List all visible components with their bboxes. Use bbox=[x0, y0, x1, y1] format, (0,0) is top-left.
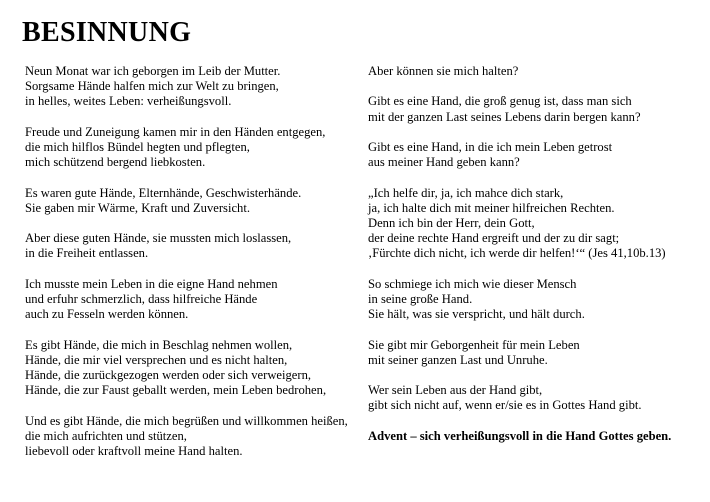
text-line: der deine rechte Hand ergreift und der zu dir sagt; bbox=[368, 231, 620, 246]
left-column bbox=[25, 64, 365, 474]
text-line: mit der ganzen Last seines Lebens darin bergen kann? bbox=[368, 109, 641, 124]
stanza bbox=[368, 94, 704, 124]
text-line: Denn ich bin der Herr, dein Gott, bbox=[368, 215, 535, 230]
text-line: ja, ich halte dich mit meiner hilfreichen Rechten. bbox=[368, 200, 615, 215]
text-line: Und es gibt Hände, die mich begrüßen und willkommen heißen, bbox=[25, 413, 348, 428]
text-line: in helles, weites Leben: verheißungsvoll. bbox=[25, 94, 232, 109]
stanza bbox=[368, 186, 704, 262]
text-line: und erfuhr schmerzlich, dass hilfreiche Hände bbox=[25, 291, 258, 306]
text-line: „Ich helfe dir, ja, ich mahce dich stark, bbox=[368, 185, 564, 200]
text-line: Neun Monat war ich geborgen im Leib der Mutter. bbox=[25, 64, 281, 78]
stanza bbox=[25, 338, 365, 399]
closing-line: Advent – sich verheißungsvoll in die Hand Gottes geben. bbox=[368, 428, 672, 443]
text-line: Sie gaben mir Wärme, Kraft und Zuversicht. bbox=[25, 200, 250, 215]
text-line: mit seiner ganzen Last und Unruhe. bbox=[368, 352, 548, 367]
stanza bbox=[25, 231, 365, 261]
text-line: Hände, die mir viel versprechen und es nicht halten, bbox=[25, 352, 288, 367]
text-line: in die Freiheit entlassen. bbox=[25, 246, 149, 261]
text-line: Hände, die zurückgezogen werden oder sich verweigern, bbox=[25, 367, 312, 382]
text-line: ‚Fürchte dich nicht, ich werde dir helfen!‘“ (Jes 41,10b.13) bbox=[368, 246, 666, 261]
text-line: Ich musste mein Leben in die eigne Hand nehmen bbox=[25, 276, 278, 291]
stanza bbox=[368, 383, 704, 413]
text-line: Sie hält, was sie verspricht, und hält durch. bbox=[368, 307, 585, 322]
stanza bbox=[368, 338, 704, 368]
right-column bbox=[368, 64, 704, 459]
right-stanzas bbox=[368, 64, 704, 414]
text-line: Sie gibt mir Geborgenheit für mein Leben bbox=[368, 337, 580, 352]
text-line: liebevoll oder kraftvoll meine Hand halten. bbox=[25, 443, 243, 458]
text-line: die mich hilflos Bündel hegten und pflegten, bbox=[25, 140, 250, 154]
text-line: Aber diese guten Hände, sie mussten mich loslassen, bbox=[25, 231, 292, 246]
text-line: So schmiege ich mich wie dieser Mensch bbox=[368, 276, 577, 291]
text-line: aus meiner Hand geben kann? bbox=[368, 155, 520, 170]
text-line: in seine große Hand. bbox=[368, 291, 473, 306]
stanza bbox=[368, 277, 704, 323]
text-line: Gibt es eine Hand, die groß genug ist, dass man sich bbox=[368, 94, 632, 109]
stanza bbox=[25, 64, 365, 110]
text-line: Sorgsame Hände halfen mich zur Welt zu bringen, bbox=[25, 79, 279, 94]
text-line: Freude und Zuneigung kamen mir in den Händen entgegen, bbox=[25, 124, 326, 139]
stanza bbox=[25, 186, 365, 216]
text-line: Es waren gute Hände, Elternhände, Geschwisterhände. bbox=[25, 185, 302, 200]
text-line: Wer sein Leben aus der Hand gibt, bbox=[368, 383, 543, 398]
stanza bbox=[368, 140, 704, 170]
text-line: Gibt es eine Hand, in die ich mein Leben getrost bbox=[368, 139, 613, 154]
stanza bbox=[368, 64, 704, 79]
page-title: BESINNUNG bbox=[22, 17, 192, 48]
text-line: gibt sich nicht auf, wenn er/sie es in Gottes Hand gibt. bbox=[368, 398, 642, 413]
text-line: mich schützend bergend liebkosten. bbox=[25, 155, 206, 170]
text-line: auch zu Fesseln werden können. bbox=[25, 307, 189, 322]
stanza bbox=[25, 125, 365, 171]
stanza bbox=[25, 277, 365, 323]
text-line: die mich aufrichten und stützen, bbox=[25, 428, 187, 443]
text-line: Es gibt Hände, die mich in Beschlag nehmen wollen, bbox=[25, 337, 293, 352]
stanza bbox=[25, 414, 365, 460]
text-line: Hände, die zur Faust geballt werden, mein Leben bedrohen, bbox=[25, 383, 327, 398]
text-line: Aber können sie mich halten? bbox=[368, 64, 519, 78]
